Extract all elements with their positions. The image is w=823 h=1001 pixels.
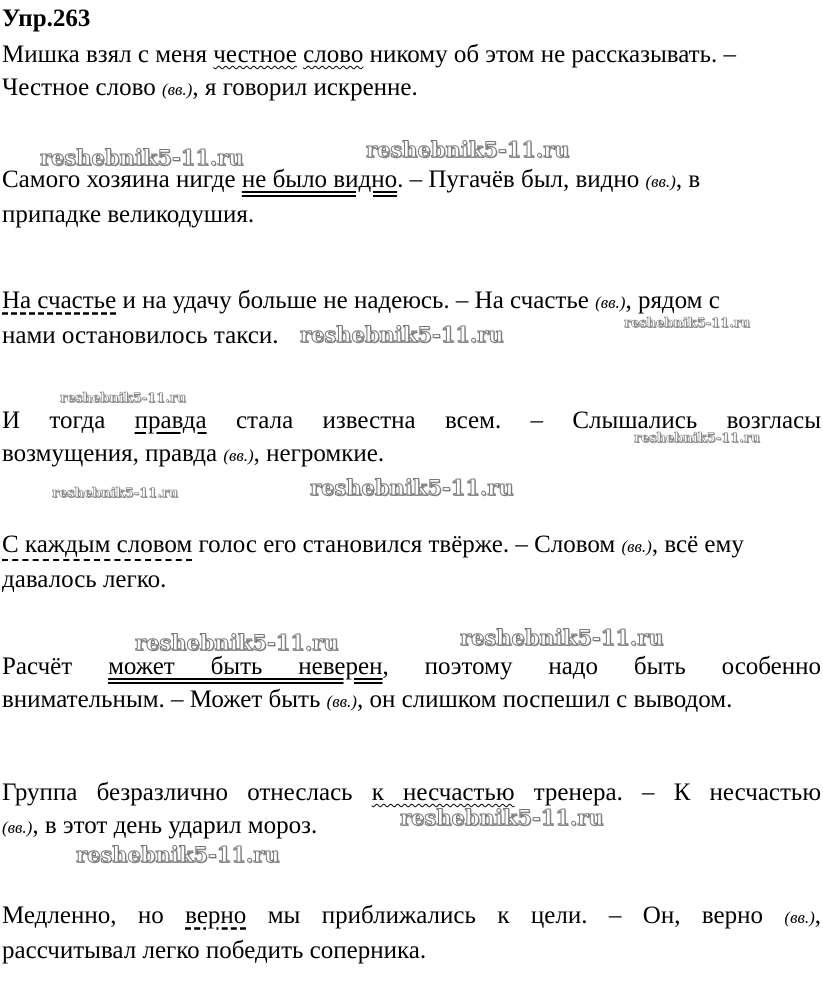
text: Группа (2, 779, 78, 806)
paragraph-8-line-1 (2, 899, 821, 934)
text: быть (633, 653, 686, 680)
paragraph-1-line-2 (2, 71, 821, 106)
text: отнеслась (247, 779, 353, 806)
text: тогда (49, 407, 106, 434)
text: стала (235, 407, 294, 434)
paragraph-8 (2, 899, 821, 967)
introductory-mark: (вв.) (621, 537, 652, 556)
watermark: reshebnik5-11.ru (310, 475, 514, 500)
paragraph-3-line-2: нами остановилось такси. (2, 322, 279, 349)
text: Он, верно (642, 902, 764, 929)
text: и на удачу больше не надеюсь. – На счастье (116, 287, 596, 314)
text: известна (322, 407, 416, 434)
underlined-adverbial: На счастье (2, 287, 117, 314)
introductory-mark: (вв.) (645, 172, 676, 191)
underlined-adverbial: верно (185, 902, 247, 929)
text: тренера. (533, 779, 623, 806)
underlined-predicate: может быть неверен (108, 653, 383, 680)
paragraph-2 (2, 163, 821, 231)
underlined-object: к несчастью (371, 779, 515, 806)
text: приближались (321, 902, 476, 929)
paragraph-3-line-1 (2, 284, 821, 319)
introductory-mark: (вв.) (2, 818, 33, 837)
underlined-adverbial: С каждым словом (2, 531, 192, 561)
introductory-mark: (вв.) (223, 446, 254, 465)
paragraph-6 (2, 650, 821, 718)
introductory-mark: (вв.) (161, 80, 193, 99)
text: мы (267, 902, 301, 929)
paragraph-1-line-1 (2, 38, 821, 71)
text: , (814, 902, 822, 929)
paragraph-8-line-2: рассчитывал легко победить соперника. (2, 937, 427, 964)
text: , негромкие. (253, 440, 385, 467)
paragraph-6-line-2 (2, 683, 821, 718)
text: возмущения, правда (2, 440, 224, 467)
text: . – Пугачёв был, видно (397, 166, 646, 193)
watermark: reshebnik5-11.ru (76, 842, 280, 867)
text: Самого хозяина нигде (2, 166, 242, 193)
text: цели. (530, 902, 588, 929)
text: к (497, 902, 510, 929)
text: Мишка взял с меня (2, 41, 214, 68)
watermark: reshebnik5-11.ru (634, 431, 761, 446)
watermark: reshebnik5-11.ru (624, 316, 751, 331)
introductory-mark: (вв.) (326, 692, 357, 711)
text: , рядом с (625, 287, 720, 314)
text: Расчёт (2, 653, 73, 680)
text: , я говорил искренне. (192, 74, 418, 101)
introductory-mark: (вв.) (784, 908, 815, 927)
watermark: reshebnik5-11.ru (460, 625, 664, 650)
text: , в (675, 166, 701, 193)
text: но (137, 902, 164, 929)
watermark: reshebnik5-11.ru (300, 322, 504, 347)
underlined-subject: правда (134, 407, 207, 434)
text: – (642, 779, 655, 806)
text: , он слишком поспешил с выводом. (356, 686, 733, 713)
watermark: reshebnik5-11.ru (400, 805, 604, 830)
text: поэтому (424, 653, 513, 680)
underlined-word: слово (303, 41, 364, 68)
text: , (382, 653, 389, 680)
text: голос его становился твёрже. – Словом (192, 531, 622, 558)
underlined-word: честное (213, 41, 297, 68)
text: всем. (444, 407, 502, 434)
text: возгласы (726, 407, 822, 434)
paragraph-5 (2, 528, 821, 596)
text: И (2, 407, 21, 434)
paragraph-5-line-1 (2, 528, 821, 563)
paragraph-6-line-1 (2, 650, 821, 683)
text: К (673, 779, 691, 806)
text: внимательным. – Может быть (2, 686, 327, 713)
watermark: reshebnik5-11.ru (60, 391, 187, 406)
text: – (530, 407, 544, 434)
text: несчастью (709, 779, 822, 806)
exercise-title: Упр.263 (2, 5, 91, 32)
text: никому об этом не рассказывать. – (363, 41, 737, 68)
text: надо (548, 653, 599, 680)
paragraph-1 (2, 38, 821, 106)
text: Слышались (572, 407, 698, 434)
text: Медленно, (2, 902, 117, 929)
paragraph-2-line-2: припадке великодушия. (2, 201, 255, 228)
text: , в этот день ударил мороз. (32, 812, 318, 839)
watermark: reshebnik5-11.ru (366, 137, 570, 162)
watermark: reshebnik5-11.ru (135, 630, 339, 655)
text: Честное слово (2, 74, 162, 101)
text: – (608, 902, 622, 929)
text: безразлично (96, 779, 229, 806)
text: особенно (721, 653, 822, 680)
watermark: reshebnik5-11.ru (52, 486, 179, 501)
underlined-predicate: не было видно (241, 166, 398, 193)
watermark: reshebnik5-11.ru (40, 145, 244, 170)
text: , всё ему (651, 531, 744, 558)
introductory-mark: (вв.) (595, 293, 626, 312)
paragraph-5-line-2: давалось легко. (2, 566, 167, 593)
